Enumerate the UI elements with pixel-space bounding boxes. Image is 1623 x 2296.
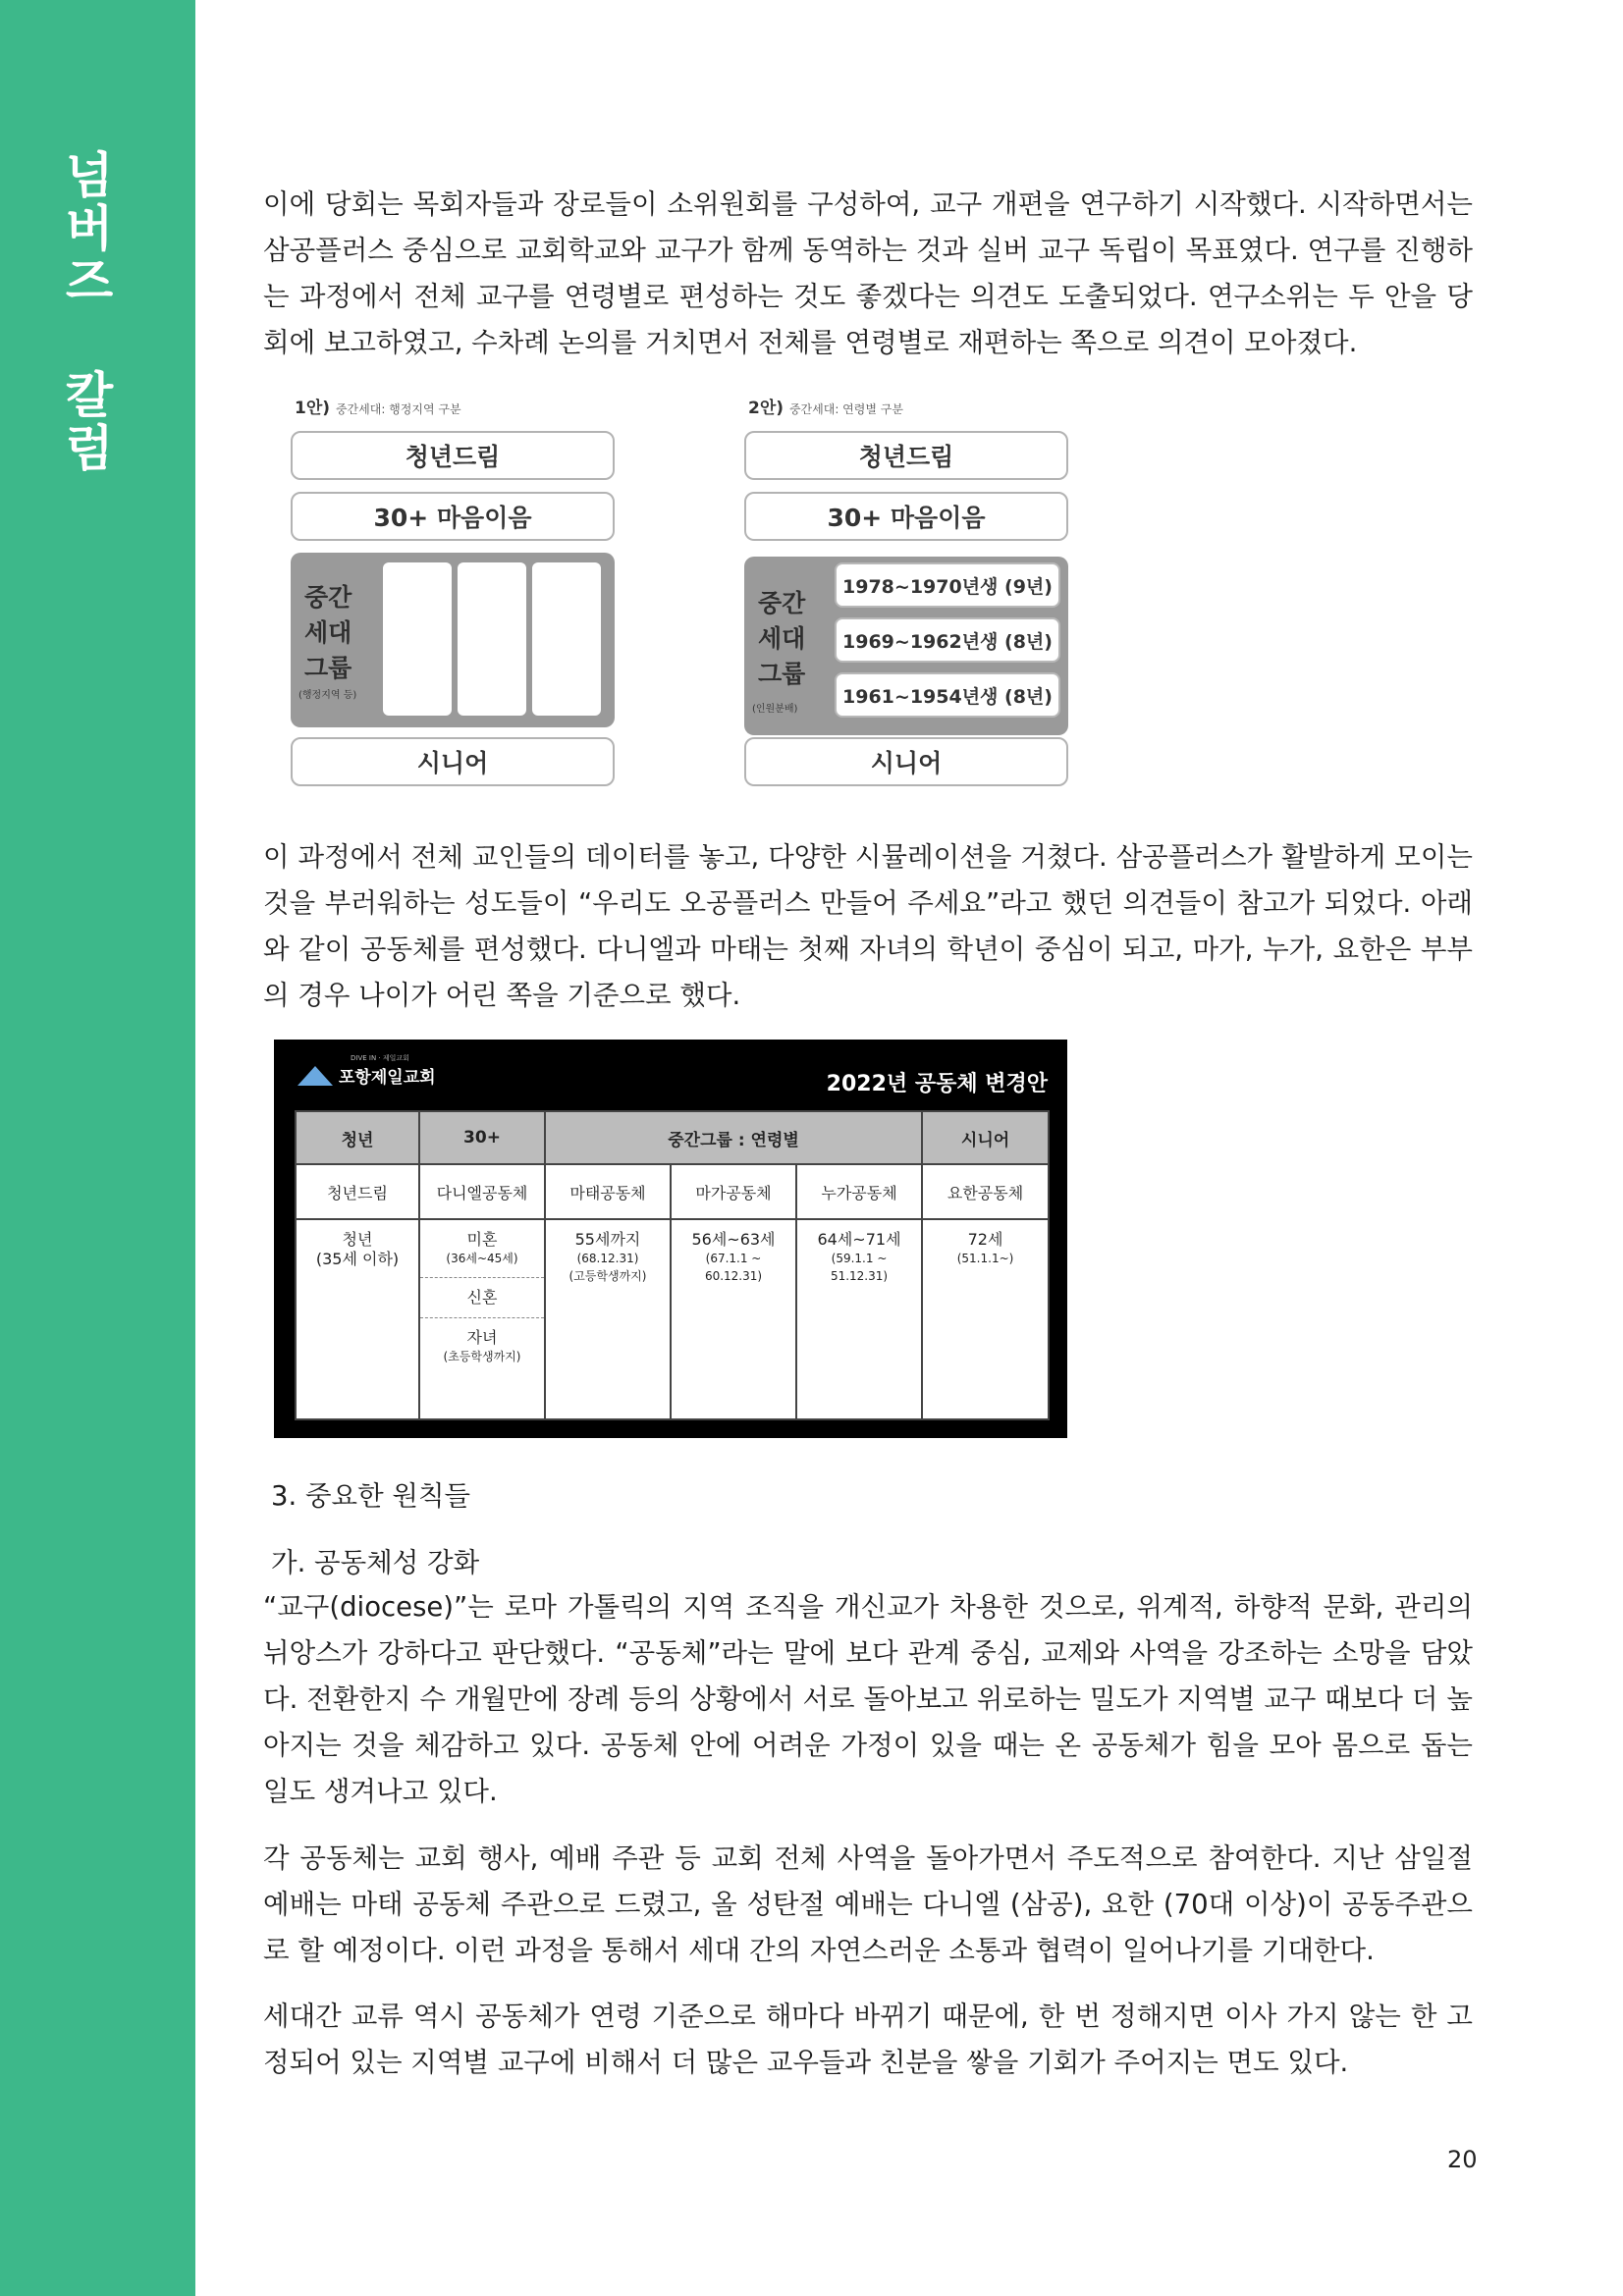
- plan-1: [285, 388, 619, 800]
- plan-1-middle-label: 중간 세대 그룹: [304, 583, 352, 682]
- sidebar-title: 넘버즈 칼럼: [57, 149, 114, 475]
- thirty-newly: 신혼: [420, 1277, 544, 1317]
- community-table: [295, 1110, 1050, 1420]
- table-cell: 72세 (51.1.1~): [922, 1219, 1049, 1419]
- plan-1-region-column: [383, 562, 452, 716]
- table-cell: 누가공동체: [796, 1164, 922, 1219]
- plan-2-middle-label: 중간 세대 그룹: [758, 589, 806, 688]
- table-row: [296, 1219, 1049, 1419]
- table-cell: 요한공동체: [922, 1164, 1049, 1219]
- plan-2: [738, 388, 1072, 800]
- table-header-cell: 시니어: [922, 1111, 1049, 1164]
- table-cell: 55세까지 (68.12.31) (고등학생까지): [545, 1219, 671, 1419]
- table-row: [296, 1164, 1049, 1219]
- table-cell: 마태공동체: [545, 1164, 671, 1219]
- church-logo-text: 포항제일교회: [339, 1068, 436, 1088]
- thirty-single: 미혼 (36세~45세): [446, 1230, 518, 1265]
- subsection-heading: 가. 공동체성 강화: [271, 1547, 480, 1578]
- plan-1-title: 1안) 중간세대: 행정지역 구분: [295, 399, 461, 418]
- plan-1-region-column: [532, 562, 601, 716]
- plan-1-youth-box: 청년드림: [291, 431, 615, 480]
- plan-2-age-range: 1978~1970년생 (9년): [835, 562, 1060, 608]
- paragraph-3: [263, 1584, 1473, 1815]
- table-cell: 청년 (35세 이하): [296, 1219, 419, 1419]
- thirty-kids: 자녀 (초등학생까지): [420, 1317, 544, 1375]
- table-cell: 청년드림: [296, 1164, 419, 1219]
- table-header-cell: 30+: [419, 1111, 545, 1164]
- plan-diagram: [285, 388, 1080, 800]
- plan-1-middle-group: [291, 553, 615, 727]
- plan-1-middle-sub: (행정지역 등): [298, 690, 357, 701]
- table-cell: 마가공동체: [671, 1164, 796, 1219]
- plan-2-middle-group: [744, 557, 1068, 735]
- page-number: 20: [1447, 2146, 1478, 2173]
- paragraph-4-text: 각 공동체는 교회 행사, 예배 주관 등 교회 전체 사역을 돌아가면서 주도적으로 참여한다. 지난 삼일절 예배는 마태 공동체 주관으로 드렸고, 올 성탄절 예배는 다니엘 (삼공), 요한 (70대 이상)이 공동주관으로 할 예정이다. 이런 과정을 통해서 세대 간의 자연스러운 소통과 협력이 일어나기를 기대한다.: [263, 1842, 1473, 1966]
- table-cell: 다니엘공동체: [419, 1164, 545, 1219]
- paragraph-1: [263, 182, 1473, 366]
- plan-2-subtitle: 중간세대: 연령별 구분: [788, 402, 903, 416]
- table-header-cell: 청년: [296, 1111, 419, 1164]
- church-logo-sub: DIVE IN · 제일교회: [351, 1054, 409, 1062]
- paragraph-1-text: 이에 당회는 목회자들과 장로들이 소위원회를 구성하여, 교구 개편을 연구하기 시작했다. 시작하면서는 삼공플러스 중심으로 교회학교와 교구가 함께 동역하는 것과 실버 교구 독립이 목표였다. 연구를 진행하는 과정에서 전체 교구를 연령별로 편성하는 것도 좋겠다는 의견도 도출되었다. 연구소위는 두 안을 당회에 보고하였고, 수차례 논의를 거치면서 전체를 연령별로 재편하는 쪽으로 의견이 모아졌다.: [263, 188, 1473, 358]
- plan-1-thirty-box: 30+ 마음이음: [291, 492, 615, 541]
- paragraph-3-text: “교구(diocese)”는 로마 가톨릭의 지역 조직을 개신교가 차용한 것으로, 위계적, 하향적 문화, 관리의 뉘앙스가 강하다고 판단했다. “공동체”라는 말에 보다 관계 중심, 교제와 사역을 강조하는 소망을 담았다. 전환한지 수 개월만에 장례 등의 상황에서 서로 돌아보고 위로하는 밀도가 지역별 교구 때보다 더 높아지는 것을 체감하고 있다. 공동체 안에 어려운 가정이 있을 때는 온 공동체가 힘을 모아 몸으로 돕는 일도 생겨나고 있다.: [263, 1591, 1473, 1807]
- table-header-cell: 중간그룹 : 연령별: [545, 1111, 922, 1164]
- table-cell: 64세~71세 (59.1.1 ~ 51.12.31): [796, 1219, 922, 1419]
- figure-title: 2022년 공동체 변경안: [826, 1072, 1048, 1096]
- table-header-row: [296, 1111, 1049, 1164]
- plan-2-age-range: 1969~1962년생 (8년): [835, 617, 1060, 663]
- plan-1-senior-box: 시니어: [291, 737, 615, 786]
- plan-2-age-range: 1961~1954년생 (8년): [835, 672, 1060, 718]
- paragraph-5-text: 세대간 교류 역시 공동체가 연령 기준으로 해마다 바뀌기 때문에, 한 번 정해지면 이사 가지 않는 한 고정되어 있는 지역별 교구에 비해서 더 많은 교우들과 친분을 쌓을 기회가 주어지는 면도 있다.: [263, 2001, 1473, 2078]
- church-logo: [298, 1054, 436, 1088]
- plan-2-title: 2안) 중간세대: 연령별 구분: [748, 399, 903, 418]
- paragraph-5: [263, 1994, 1473, 2086]
- paragraph-2-text: 이 과정에서 전체 교인들의 데이터를 놓고, 다양한 시뮬레이션을 거쳤다. 삼공플러스가 활발하게 모이는 것을 부러워하는 성도들이 “우리도 오공플러스 만들어 주세요”라고 했던 의견들이 참고가 되었다. 아래와 같이 공동체를 편성했다. 다니엘과 마태는 첫째 자녀의 학년이 중심이 되고, 마가, 누가, 요한은 부부의 경우 나이가 어린 쪽을 기준으로 했다.: [263, 841, 1473, 1011]
- plan-2-thirty-box: 30+ 마음이음: [744, 492, 1068, 541]
- plan-2-youth-box: 청년드림: [744, 431, 1068, 480]
- paragraph-2: [263, 834, 1473, 1019]
- sidebar: [0, 0, 195, 2296]
- mountain-icon: [298, 1066, 333, 1086]
- plan-1-region-column: [458, 562, 526, 716]
- section-heading: 3. 중요한 원칙들: [271, 1480, 471, 1512]
- plan-1-subtitle: 중간세대: 행정지역 구분: [335, 402, 461, 416]
- paragraph-4: [263, 1836, 1473, 1974]
- plan-2-senior-box: 시니어: [744, 737, 1068, 786]
- table-cell: 56세~63세 (67.1.1 ~ 60.12.31): [671, 1219, 796, 1419]
- community-change-figure: [274, 1040, 1067, 1438]
- table-cell: [419, 1219, 545, 1419]
- plan-2-middle-sub: (인원분배): [752, 704, 798, 715]
